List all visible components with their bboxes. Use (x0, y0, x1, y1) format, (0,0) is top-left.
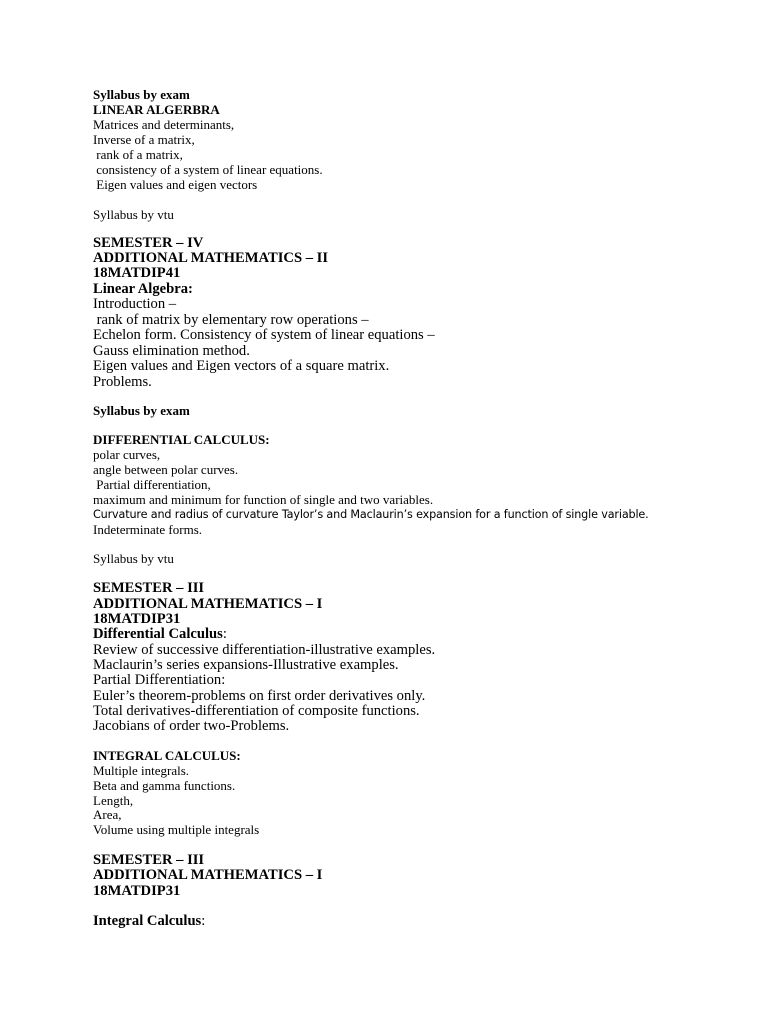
subject-code: 18MATDIP31 (93, 883, 181, 899)
topic-heading-colon: : (201, 913, 206, 929)
topic-heading-text: Differential Calculus (93, 626, 223, 642)
list-item: Total derivatives-differentiation of composite functions. (93, 703, 420, 719)
list-item: Problems. (93, 374, 152, 390)
semester-heading: SEMESTER – III (93, 580, 205, 596)
semester-heading: SEMESTER – III (93, 852, 205, 868)
semester-heading: SEMESTER – IV (93, 235, 204, 251)
list-item: Review of successive differentiation-illustrative examples. (93, 642, 436, 658)
list-item: Euler’s theorem-problems on first order derivatives only. (93, 688, 426, 704)
section-title: INTEGRAL CALCULUS: (93, 748, 241, 763)
topic-heading: Linear Algebra: (93, 281, 193, 297)
list-item: Gauss elimination method. (93, 343, 250, 359)
list-item: Length, (93, 793, 134, 808)
section-title: DIFFERENTIAL CALCULUS: (93, 432, 270, 447)
list-item: Partial Differentiation: (93, 672, 226, 688)
list-item: Echelon form. Consistency of system of linear equations – (93, 327, 435, 343)
topic-heading-colon: : (222, 626, 227, 642)
subject-heading: ADDITIONAL MATHEMATICS – I (93, 596, 323, 612)
subject-code: 18MATDIP31 (93, 611, 181, 627)
list-item: Eigen values and Eigen vectors of a square matrix. (93, 358, 390, 374)
section-label: Syllabus by exam (93, 87, 190, 102)
section-label: Syllabus by exam (93, 403, 190, 418)
list-item: Eigen values and eigen vectors (93, 177, 258, 192)
subject-heading: ADDITIONAL MATHEMATICS – II (93, 250, 329, 266)
list-item: Maclaurin’s series expansions-Illustrative examples. (93, 657, 399, 673)
topic-heading (93, 913, 205, 929)
list-item: Area, (93, 807, 122, 822)
list-item: Jacobians of order two-Problems. (93, 718, 290, 734)
list-item: Multiple integrals. (93, 763, 190, 778)
list-item: angle between polar curves. (93, 462, 239, 477)
list-item: Curvature and radius of curvature Taylor’s and Maclaurin’s expansion for a function of single variable. (93, 508, 649, 521)
list-item: Partial differentiation, (93, 477, 211, 492)
list-item: Introduction – (93, 296, 177, 312)
section-label: Syllabus by vtu (93, 207, 174, 222)
list-item: Matrices and determinants, (93, 117, 235, 132)
list-item: Indeterminate forms. (93, 522, 203, 537)
list-item: maximum and minimum for function of single and two variables. (93, 492, 434, 507)
topic-heading (93, 626, 227, 642)
topic-heading-text: Integral Calculus (93, 913, 202, 929)
list-item: Beta and gamma functions. (93, 778, 236, 793)
list-item: Inverse of a matrix, (93, 132, 195, 147)
subject-heading: ADDITIONAL MATHEMATICS – I (93, 867, 323, 883)
list-item: Volume using multiple integrals (93, 822, 260, 837)
subject-code: 18MATDIP41 (93, 265, 181, 281)
list-item: rank of a matrix, (93, 147, 183, 162)
list-item: rank of matrix by elementary row operations – (93, 312, 369, 328)
section-title: LINEAR ALGERBRA (93, 102, 220, 117)
section-label: Syllabus by vtu (93, 551, 174, 566)
list-item: consistency of a system of linear equations. (93, 162, 323, 177)
list-item: polar curves, (93, 447, 161, 462)
